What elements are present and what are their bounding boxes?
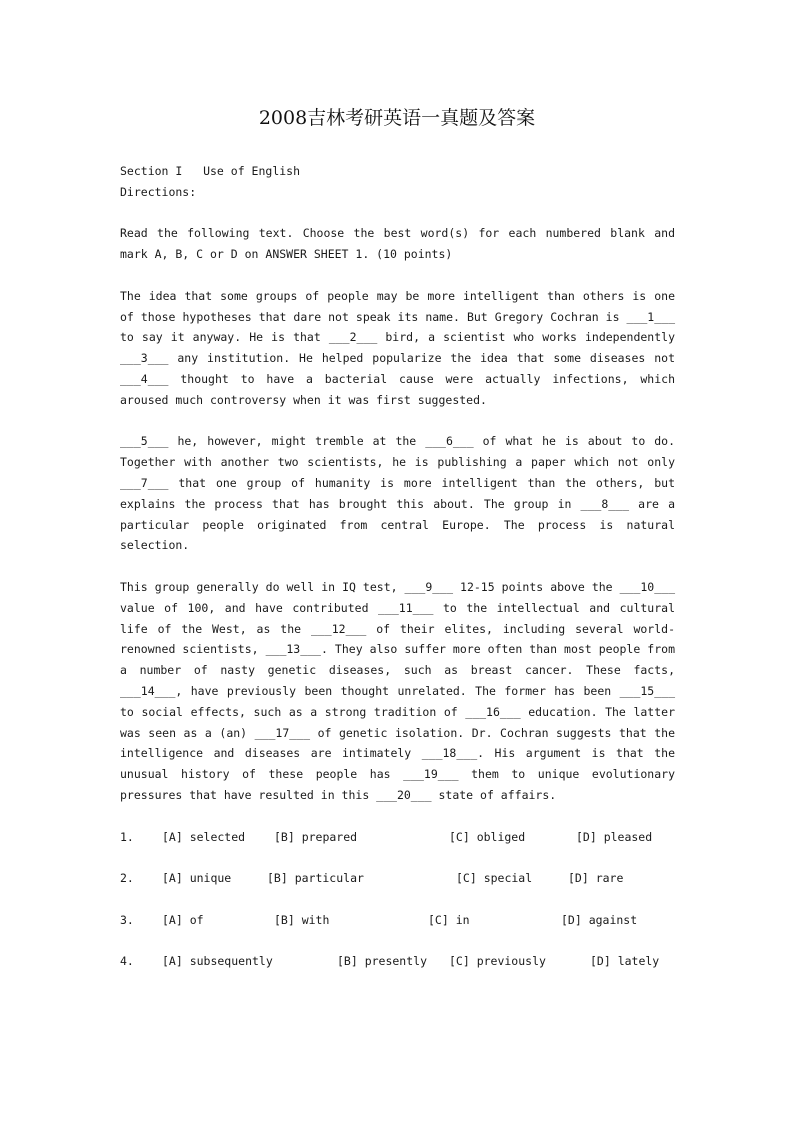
option-a: [A] subsequently xyxy=(162,954,273,969)
page-title: 2008吉林考研英语一真题及答案 xyxy=(258,107,536,129)
exam-content xyxy=(120,161,675,993)
question-number: 1. xyxy=(120,829,134,844)
option-c: [C] previously xyxy=(449,954,546,969)
question-options xyxy=(120,827,675,973)
option-d: [D] against xyxy=(561,912,638,927)
option-b: [B] presently xyxy=(337,954,428,969)
question-row xyxy=(120,951,675,972)
option-a: [A] selected xyxy=(162,829,246,844)
option-c: [C] in xyxy=(428,912,470,927)
option-b: [B] particular xyxy=(267,871,364,886)
passage-paragraph-2: ___5___ he, however, might tremble at the ___6___ of what he is about to do. Together with another two scientists, he is publishing a paper which not only ___7___ that one group of humanity is more intelligent than the others, but explains the process that has brought this about. The group in ___8___ are a particular people originated from central Europe. The process is natural selection. xyxy=(120,434,675,553)
option-c: [C] special xyxy=(456,871,533,886)
question-row xyxy=(120,868,675,889)
instructions-paragraph: Read the following text. Choose the best word(s) for each numbered blank and mark A, B, C or D on ANSWER SHEET 1. (10 points) xyxy=(120,226,675,262)
passage-paragraph-3: This group generally do well in IQ test, ___9___ 12-15 points above the ___10___ value of 100, and have contributed ___11___ to the intellectual and cultural life of the West, as the ___12___ of their elites, including several world-renowned scientists, ___13___. They also suffer more often than most people from a number of nasty genetic diseases, such as breast cancer. These facts, ___14___, have previously been thought unrelated. The former has been ___15___ to social effects, such as a strong tradition of ___16___ education. The latter was seen as a (an) ___17___ of genetic isolation. Dr. Cochran suggests that the intelligence and diseases are intimately ___18___. His argument is that the unusual history of these people has ___19___ them to unique evolutionary pressures that have resulted in this ___20___ state of affairs. xyxy=(120,579,675,802)
option-a: [A] of xyxy=(162,912,204,927)
option-b: [B] prepared xyxy=(274,829,358,844)
option-c: [C] obliged xyxy=(449,829,526,844)
question-number: 3. xyxy=(120,912,134,927)
question-number: 2. xyxy=(120,871,134,886)
option-d: [D] lately xyxy=(590,954,660,969)
option-b: [B] with xyxy=(274,912,330,927)
option-d: [D] pleased xyxy=(576,829,653,844)
question-row xyxy=(120,827,675,848)
option-d: [D] rare xyxy=(568,871,624,886)
question-row xyxy=(120,910,675,931)
question-number: 4. xyxy=(120,954,134,969)
passage-paragraph-1: The idea that some groups of people may be more intelligent than others is one of those hypotheses that dare not speak its name. But Gregory Cochran is ___1___ to say it anyway. He is that ___2___ bird, a scientist who works independently ___3___ any institution. He helped popularize the idea that some diseases not ___4___ thought to have a bacterial cause were actually infections, which aroused much controversy when it was first suggested. xyxy=(120,288,675,407)
directions-label: Directions: xyxy=(120,184,197,199)
section-heading: Section I Use of English xyxy=(120,164,301,178)
option-a: [A] unique xyxy=(162,871,232,886)
